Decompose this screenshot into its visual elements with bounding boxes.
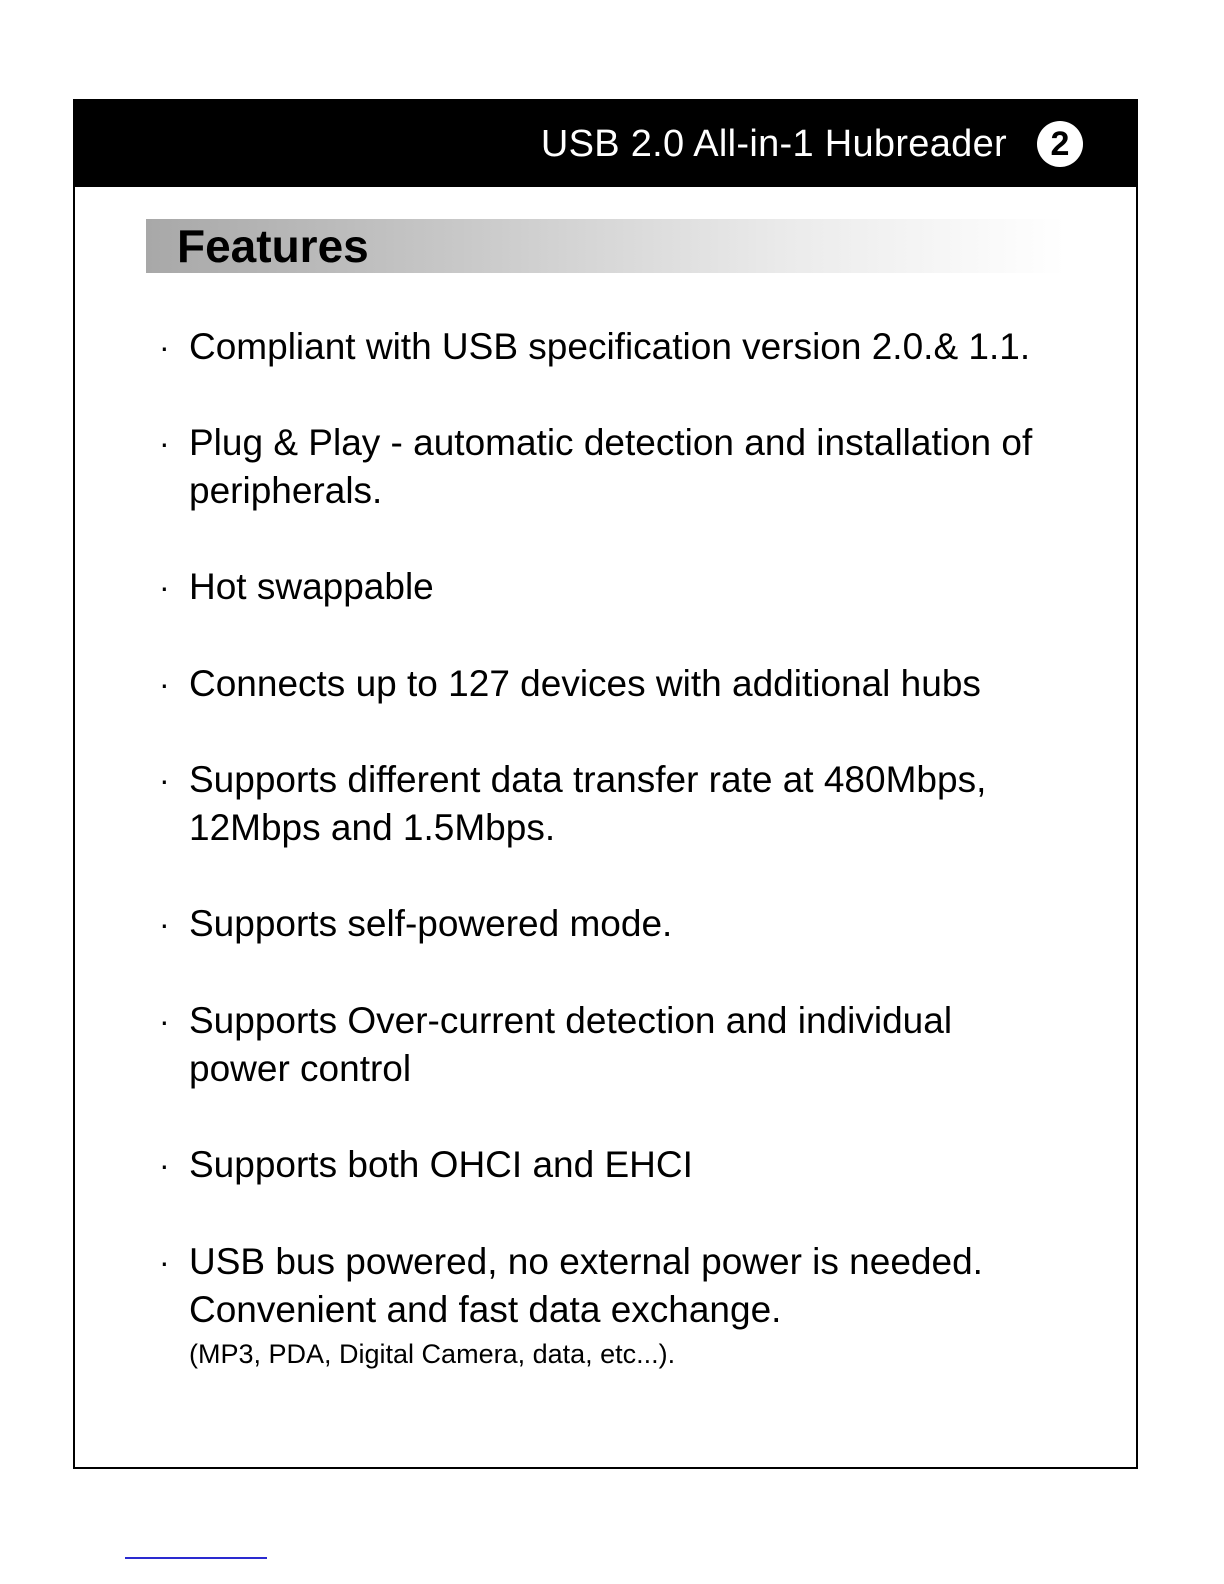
feature-item [155,563,1075,611]
feature-item [155,660,1075,708]
bullet-icon: · [159,906,170,942]
feature-item [155,900,1075,948]
document-page [73,99,1138,1469]
feature-item [155,419,1075,515]
feature-line: 12Mbps and 1.5Mbps. [189,807,556,848]
feature-line: USB bus powered, no external power is needed. [189,1241,983,1282]
feature-item [155,756,1075,852]
feature-line: peripherals. [189,470,383,511]
feature-line: Supports different data transfer rate at 480Mbps, [189,759,987,800]
feature-text [189,1238,983,1374]
feature-text [189,997,952,1093]
bullet-icon: · [159,425,170,461]
feature-text [189,419,1032,515]
page-number-badge: 2 [1037,121,1083,167]
feature-text [189,900,672,948]
feature-item [155,323,1075,371]
feature-note: (MP3, PDA, Digital Camera, data, etc...). [189,1339,676,1369]
feature-line: Hot swappable [189,566,434,607]
bullet-icon: · [159,1244,170,1280]
feature-list [75,101,1136,1467]
bullet-icon: · [159,666,170,702]
footer-rule [125,1557,267,1559]
section-title: Features [177,220,369,272]
feature-text [189,756,986,852]
bullet-icon: · [159,1003,170,1039]
feature-line: Convenient and fast data exchange. [189,1289,782,1330]
feature-item [155,997,1075,1093]
feature-line: Plug & Play - automatic detection and installation of [189,422,1033,463]
feature-text [189,563,434,611]
feature-line: Supports Over-current detection and individual [189,1000,953,1041]
feature-text [189,1141,693,1189]
bullet-icon: · [159,1147,170,1183]
feature-text [189,323,1030,371]
feature-line: Supports self-powered mode. [189,903,673,944]
bullet-icon: · [159,762,170,798]
feature-line: Compliant with USB specification version 2.0.& 1.1. [189,326,1031,367]
document-title: USB 2.0 All-in-1 Hubreader [540,122,1007,165]
feature-item [155,1141,1075,1189]
feature-text [189,660,981,708]
bullet-icon: · [159,569,170,605]
feature-line: Supports both OHCI and EHCI [189,1144,693,1185]
feature-line: power control [189,1048,412,1089]
feature-item [155,1238,1075,1374]
bullet-icon: · [159,329,170,365]
feature-line: Connects up to 127 devices with additional hubs [189,663,981,704]
